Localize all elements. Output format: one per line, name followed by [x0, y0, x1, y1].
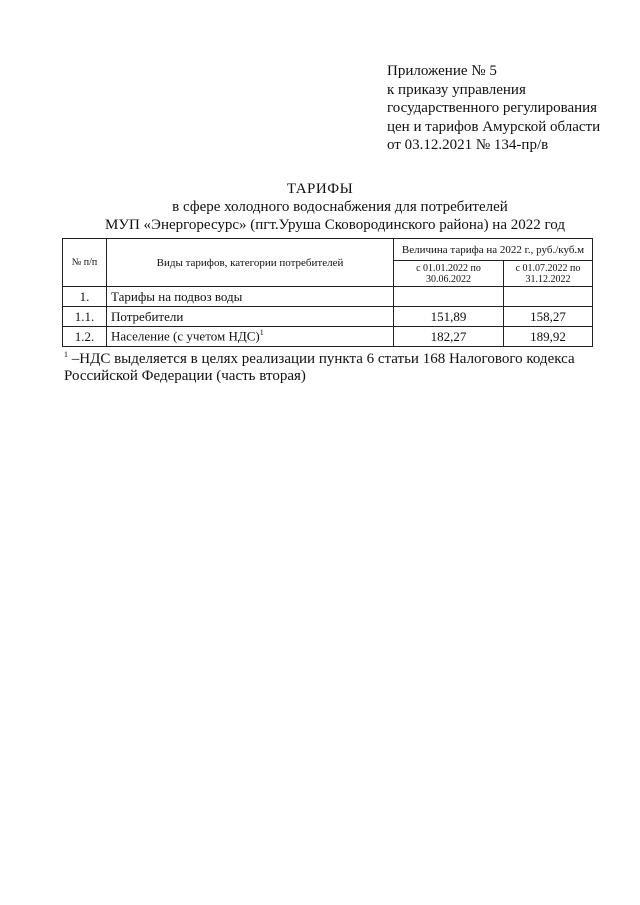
appendix-order-date: от 03.12.2021 № 134-пр/в: [387, 137, 549, 153]
appendix-authority-2: цен и тарифов Амурской области: [387, 118, 601, 135]
row-num: 1.: [63, 287, 107, 307]
header-value: Величина тарифа на 2022 г., руб./куб.м: [394, 239, 593, 261]
header-period-1: с 01.01.2022 по 30.06.2022: [394, 261, 504, 287]
document-title: [0, 180, 640, 234]
title-subtitle-1: в сфере холодного водоснабжения для потребителей: [172, 199, 508, 215]
title-heading: ТАРИФЫ: [286, 181, 354, 197]
appendix-number: Приложение № 5: [387, 63, 497, 79]
header-num: № п/п: [63, 239, 107, 287]
footnote-text: –НДС выделяется в целях реализации пункта 6 статьи 168 Налогового кодекса Российской Федерации (часть вторая): [64, 351, 575, 384]
footnote-mark: 1: [64, 350, 68, 359]
tariff-table: [62, 238, 593, 347]
appendix-authority-1: государственного регулирования: [387, 100, 598, 116]
row-value-1: [394, 287, 504, 307]
table-row: [63, 327, 593, 347]
row-name: [107, 327, 394, 347]
row-name: Тарифы на подвоз воды: [107, 287, 394, 307]
row-value-2: [504, 287, 593, 307]
table-header-row: [63, 239, 593, 261]
row-value-2: 189,92: [504, 327, 593, 347]
appendix-header: [387, 62, 627, 155]
header-type: Виды тарифов, категории потребителей: [107, 239, 394, 287]
row-value-1: 182,27: [394, 327, 504, 347]
footnote: [64, 346, 624, 385]
title-subtitle-2: МУП «Энергоресурс» (пгт.Уруша Сковородинского района) на 2022 год: [105, 217, 565, 233]
table-row: [63, 287, 593, 307]
row-value-1: 151,89: [394, 307, 504, 327]
appendix-order-ref: к приказу управления: [387, 81, 526, 98]
row-num: 1.2.: [63, 327, 107, 347]
table-row: [63, 307, 593, 327]
row-name-text: Население (с учетом НДС): [111, 328, 260, 344]
row-name: Потребители: [107, 307, 394, 327]
footnote-ref: 1: [259, 328, 264, 338]
row-num: 1.1.: [63, 307, 107, 327]
row-value-2: 158,27: [504, 307, 593, 327]
header-period-2: с 01.07.2022 по 31.12.2022: [504, 261, 593, 287]
